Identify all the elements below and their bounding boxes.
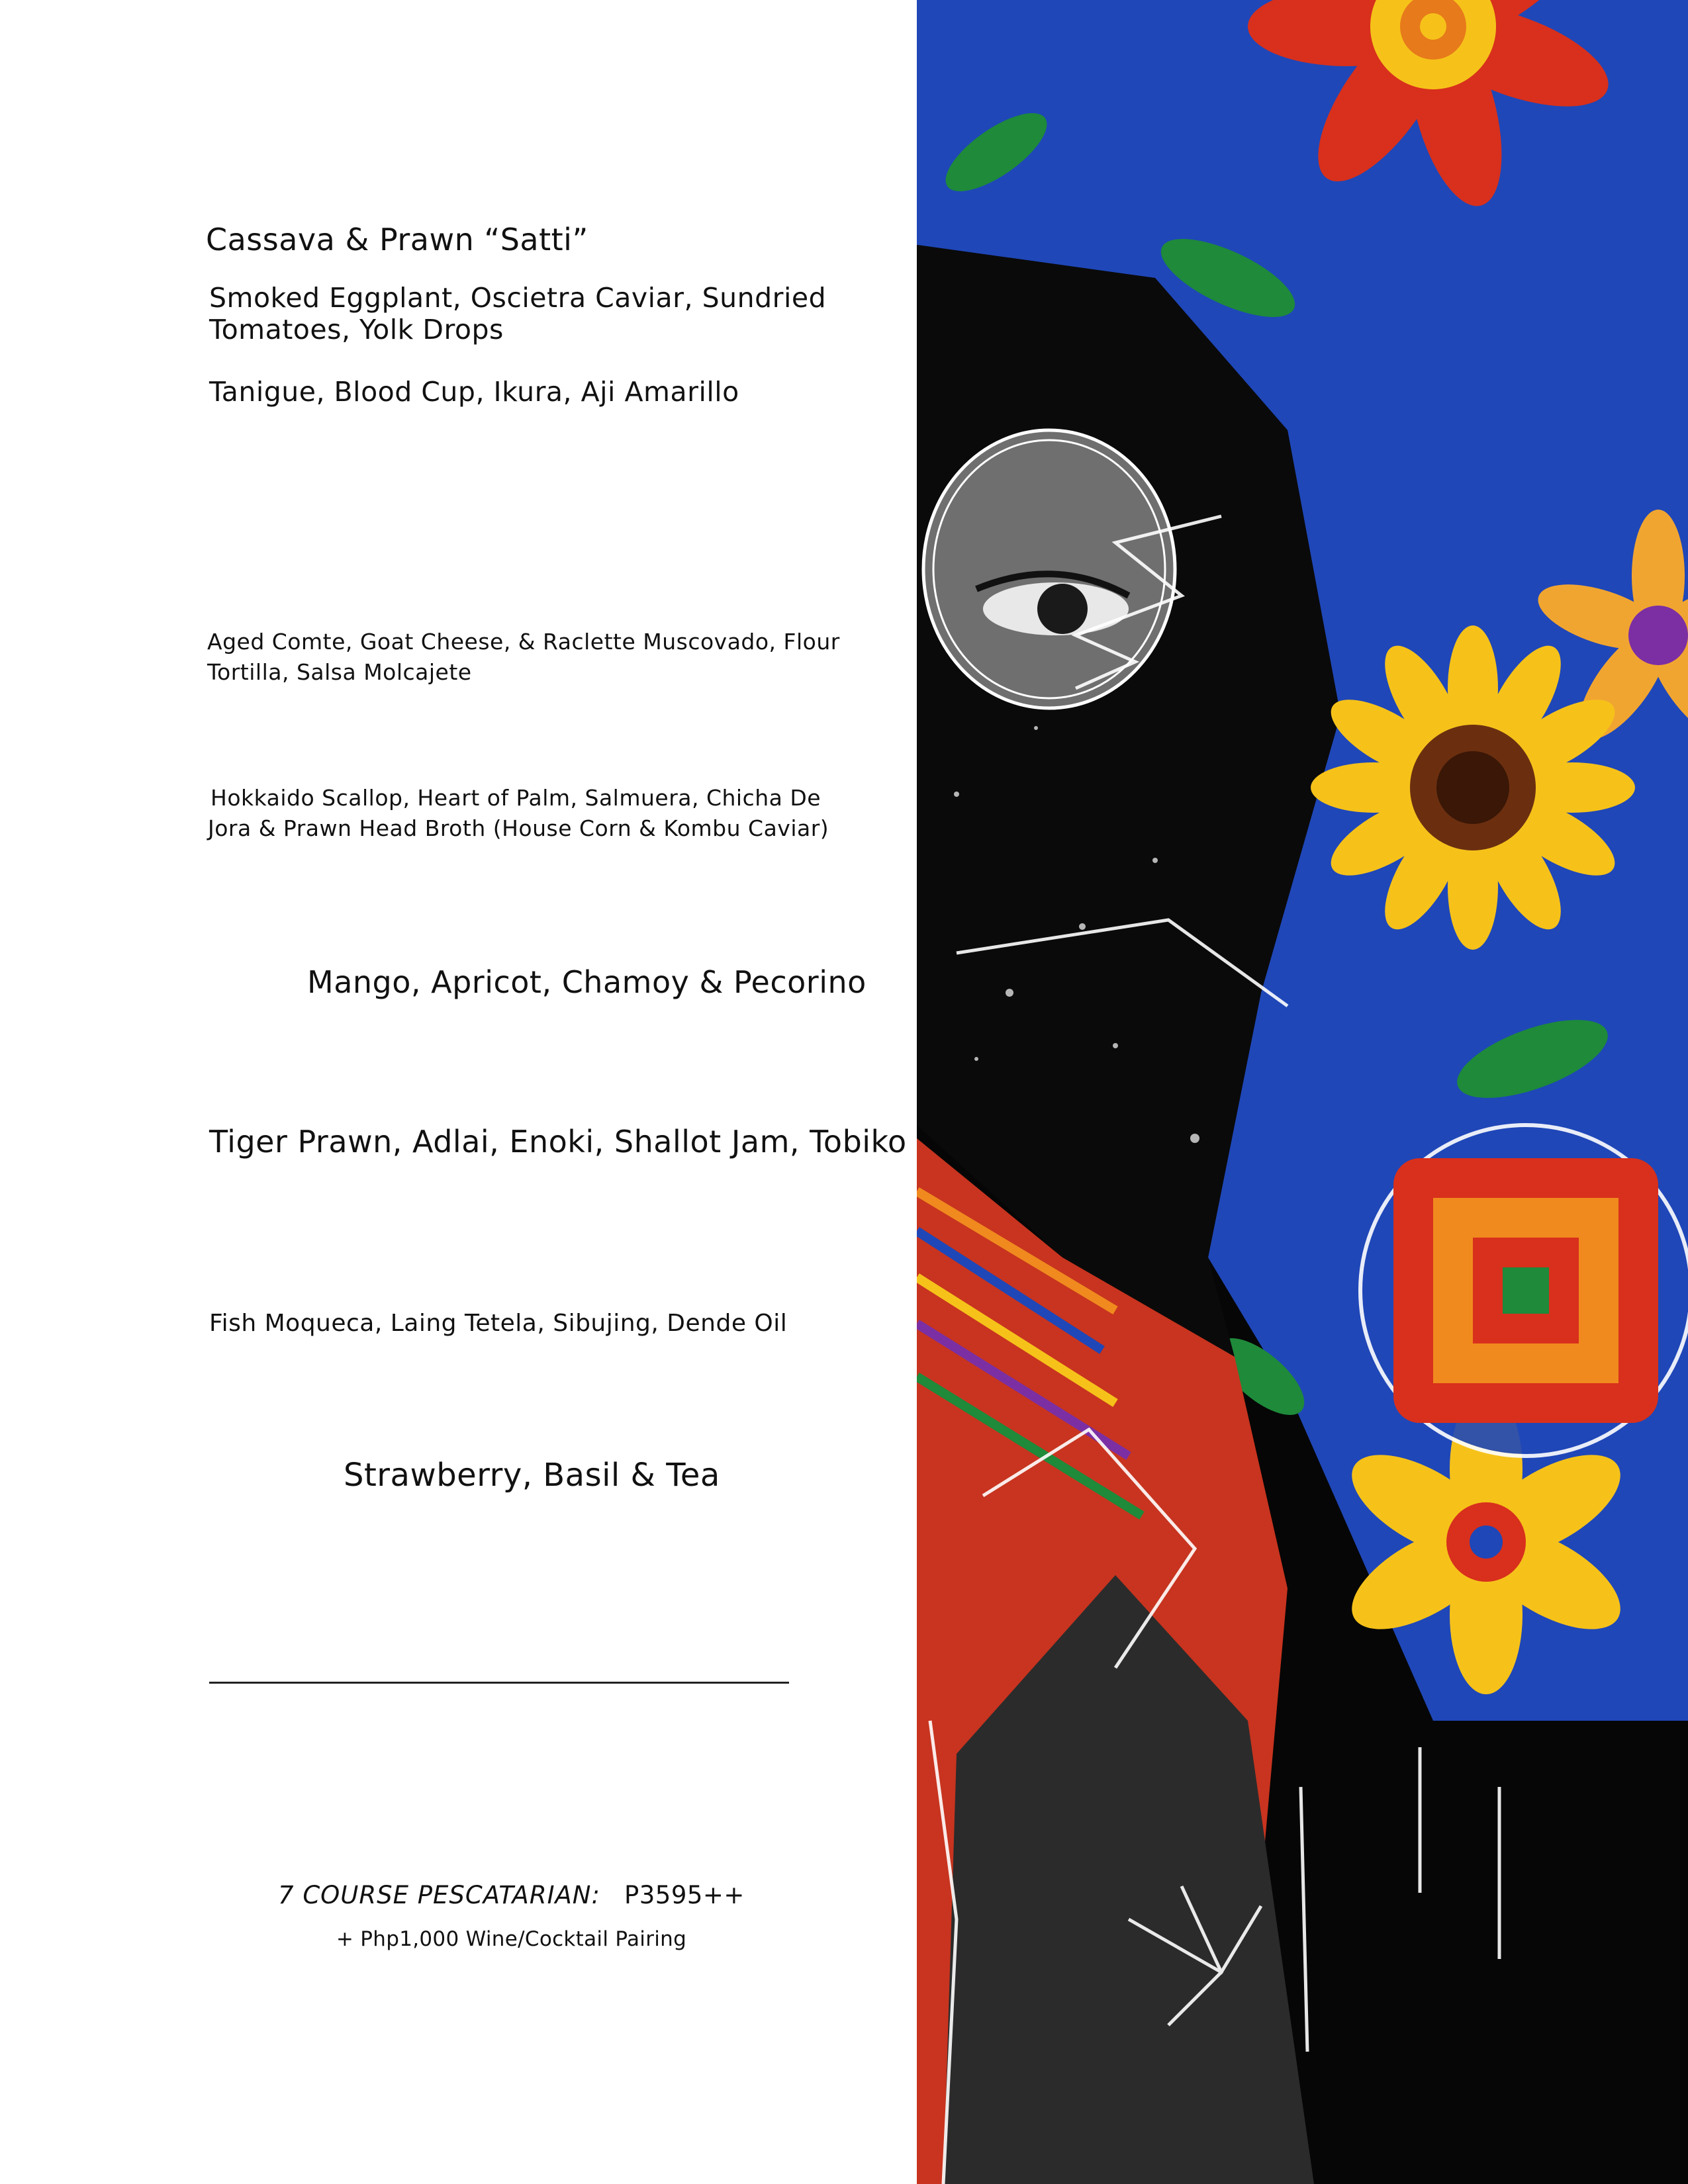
course-1-title: Cassava & Prawn “Satti” (206, 222, 588, 257)
course-6: Mango, Apricot, Chamoy & Pecorino (307, 964, 867, 1000)
price-amount: P3595++ (624, 1881, 745, 1909)
course-2-line-2: Tomatoes, Yolk Drops (209, 314, 504, 345)
collage-artwork (917, 0, 1688, 2184)
course-3: Tanigue, Blood Cup, Ikura, Aji Amarillo (209, 376, 739, 408)
red-mola-emblem (1360, 1125, 1688, 1456)
course-4-line-2: Tortilla, Salsa Molcajete (207, 659, 472, 685)
menu-type-label: 7 COURSE PESCATARIAN: (278, 1881, 600, 1909)
pairing-note: + Php1,000 Wine/Cocktail Pairing (336, 1927, 687, 1951)
course-9: Strawberry, Basil & Tea (344, 1457, 720, 1494)
course-4-line-1: Aged Comte, Goat Cheese, & Raclette Muscovado, Flour (207, 629, 840, 655)
course-2-line-1: Smoked Eggplant, Oscietra Caviar, Sundried (209, 282, 827, 314)
course-5-line-1: Hokkaido Scallop, Heart of Palm, Salmuera, Chicha De (211, 785, 821, 811)
course-7: Tiger Prawn, Adlai, Enoki, Shallot Jam, Tobiko (209, 1124, 907, 1160)
course-5-line-2: Jora & Prawn Head Broth (House Corn & Kombu Caviar) (208, 815, 829, 841)
course-8: Fish Moqueca, Laing Tetela, Sibujing, Dende Oil (209, 1310, 788, 1337)
divider-line (209, 1682, 789, 1684)
eye-portrait (923, 430, 1175, 708)
price-line (0, 1881, 1023, 1909)
black-lower-right (1347, 1721, 1688, 2184)
